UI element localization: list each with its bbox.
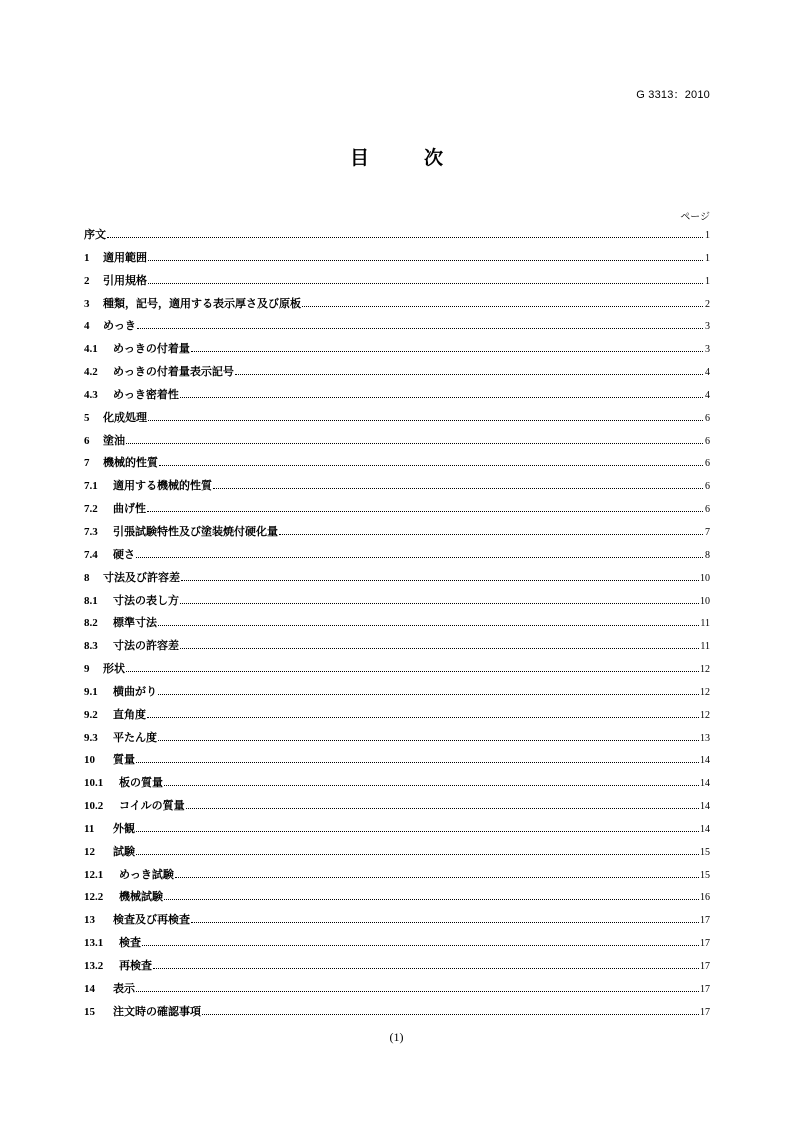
dot-leader [137, 327, 703, 329]
toc-entry-page: 6 [705, 458, 710, 470]
toc-entry [84, 683, 710, 706]
dot-leader [164, 898, 699, 900]
toc-entry-number: 9.3 [84, 731, 98, 744]
toc-entry-number: 8.3 [84, 640, 98, 653]
toc-entry-title: 直角度 [113, 707, 146, 721]
toc-entry-page: 14 [700, 778, 710, 790]
toc-entry-title: 序文 [84, 228, 106, 241]
dot-leader [302, 305, 703, 307]
toc-entry-number: 10.2 [84, 800, 104, 813]
toc-entry-number: 5 [84, 411, 90, 424]
dot-leader [126, 670, 699, 672]
toc-entry [84, 500, 710, 523]
page-title: 目 次 [349, 147, 461, 169]
toc-entry [84, 226, 710, 249]
toc-entry-title: 横曲がり [113, 684, 157, 698]
toc-entry-title: 注文時の確認事項 [113, 1004, 201, 1018]
toc-entry-number: 11 [84, 822, 95, 835]
toc-entry-number: 13 [84, 914, 95, 927]
toc-entry [84, 866, 710, 889]
toc-entry-title: 形状 [103, 662, 125, 676]
toc-entry-title: 標準寸法 [113, 616, 157, 630]
dot-leader [136, 761, 699, 763]
toc-entry-page: 4 [705, 389, 710, 401]
toc-entry-title: コイルの質量 [119, 799, 185, 813]
toc-entry-page: 12 [700, 664, 710, 676]
toc-entry-number: 8.2 [84, 617, 98, 630]
toc-entry-number: 7.1 [84, 480, 98, 493]
toc-entry-number: 4 [84, 320, 90, 333]
toc-entry-page: 4 [705, 367, 710, 379]
toc-entry-number: 10 [84, 754, 95, 767]
toc-entry [84, 1003, 710, 1026]
toc-entry [84, 637, 710, 660]
toc-entry-title: 板の質量 [119, 776, 163, 790]
toc-entry-page: 17 [700, 961, 710, 972]
toc-entry-title: 表示 [113, 981, 135, 995]
toc-entry [84, 980, 710, 1003]
toc-entry-title: めっきの付着量表示記号 [113, 365, 234, 379]
dot-leader [158, 624, 699, 626]
toc-entry-page: 6 [705, 481, 710, 493]
toc-entry-page: 12 [700, 709, 710, 721]
toc-entry-title: 適用範囲 [103, 250, 147, 264]
dot-leader [142, 944, 699, 946]
toc-entry [84, 249, 710, 272]
toc-entry-number: 13.1 [84, 937, 104, 950]
toc-entry-title: 硬さ [113, 547, 135, 561]
page-column-label: ページ [680, 212, 710, 223]
toc-entry [84, 934, 710, 957]
toc-entry-page: 3 [705, 321, 710, 333]
toc-entry-page: 6 [705, 412, 710, 424]
toc-entry-title: 検査及び再検査 [113, 913, 190, 927]
dot-leader [148, 259, 703, 261]
toc-entry [84, 272, 710, 295]
toc-entry-number: 13.2 [84, 960, 104, 972]
dot-leader [147, 716, 699, 718]
toc-entry-title: 平たん度 [113, 730, 157, 744]
toc-entry-page: 17 [700, 938, 710, 950]
toc-entry-page: 10 [700, 572, 710, 584]
toc-entry-page: 7 [705, 526, 710, 538]
toc-entry-title: 寸法の表し方 [113, 593, 179, 607]
toc-entry-page: 2 [705, 298, 710, 310]
dot-leader [164, 784, 699, 786]
toc-entry [84, 888, 710, 911]
toc-entry [84, 340, 710, 363]
page-number: (1) [389, 1030, 404, 1044]
toc-entry-title: 質量 [113, 753, 135, 767]
toc-entry [84, 295, 710, 318]
toc-entry-page: 6 [705, 504, 710, 516]
toc-entry-page: 6 [705, 435, 710, 447]
toc-entry-number: 10.1 [84, 777, 104, 790]
dot-leader [147, 510, 703, 512]
toc-entry-title: 引張試験特性及び塗装焼付硬化量 [113, 524, 278, 538]
toc-entry-page: 17 [700, 983, 710, 995]
toc-entry-page: 13 [700, 732, 710, 744]
toc-entry [84, 569, 710, 592]
dot-leader [235, 373, 703, 375]
toc-entry-number: 15 [84, 1005, 95, 1018]
toc-entry-page: 14 [700, 755, 710, 767]
dot-leader [213, 487, 703, 489]
toc-entry [84, 523, 710, 546]
toc-entry-number: 8.1 [84, 594, 98, 607]
toc-entry-title: めっきの付着量 [113, 342, 190, 356]
toc-entry [84, 363, 710, 386]
toc-entry [84, 820, 710, 843]
dot-leader [159, 464, 703, 466]
toc-entry-title: 種類，記号，適用する表示厚さ及び原板 [103, 296, 301, 310]
toc-entry-page: 11 [700, 618, 710, 630]
toc-entry-page: 17 [700, 915, 710, 927]
toc-entry [84, 317, 710, 340]
dot-leader [148, 282, 703, 284]
toc-entry-title: めっき [103, 319, 136, 333]
dot-leader [158, 693, 699, 695]
toc-entry-page: 15 [700, 846, 710, 858]
toc-entry-page: 3 [705, 344, 710, 356]
toc-entry [84, 546, 710, 569]
toc-entry-number: 12 [84, 845, 95, 858]
toc-entry [84, 454, 710, 477]
toc-entry-title: 曲げ性 [113, 502, 146, 516]
toc-entry-title: 再検査 [119, 959, 152, 972]
toc-entry-number: 7.3 [84, 525, 98, 538]
dot-leader [279, 533, 703, 535]
toc-entry-title: 機械的性質 [103, 456, 158, 470]
toc-entry-number: 7.2 [84, 503, 98, 516]
toc-entry [84, 774, 710, 797]
dot-leader [186, 807, 699, 809]
toc-entry-title: 寸法及び許容差 [103, 570, 180, 584]
toc-entry-number: 12.1 [84, 868, 104, 881]
toc-entry [84, 660, 710, 683]
toc-entry [84, 409, 710, 432]
toc-entry [84, 614, 710, 637]
toc-entry-page: 1 [705, 230, 710, 241]
toc-entry-number: 9.2 [84, 708, 98, 721]
toc-entry-number: 7.4 [84, 548, 98, 561]
toc-entry-title: 化成処理 [103, 410, 147, 424]
toc-entry [84, 706, 710, 729]
toc-entry-title: めっき密着性 [113, 387, 179, 401]
dot-leader [136, 990, 699, 992]
toc-entry [84, 957, 710, 980]
toc-entry-page: 17 [700, 1006, 710, 1018]
toc-entry-page: 16 [700, 892, 710, 904]
toc-entry-page: 11 [700, 641, 710, 653]
toc-entry-title: 引用規格 [103, 273, 147, 287]
toc-entry-number: 9 [84, 663, 90, 676]
toc-entry-title: めっき試験 [119, 867, 174, 881]
toc-entry-page: 10 [700, 595, 710, 607]
dot-leader [148, 419, 703, 421]
toc-entry [84, 751, 710, 774]
toc-entry-title: 塗油 [103, 433, 125, 447]
toc-entry-page: 1 [705, 252, 710, 264]
dot-leader [202, 1013, 699, 1015]
toc-entry-number: 4.3 [84, 388, 98, 401]
toc-entry-page: 12 [700, 686, 710, 698]
dot-leader [180, 396, 703, 398]
toc-entry [84, 432, 710, 455]
toc-entry-page: 15 [700, 869, 710, 881]
toc-entry-number: 4.1 [84, 343, 98, 356]
dot-leader [191, 350, 703, 352]
toc-entry [84, 797, 710, 820]
dot-leader [153, 967, 699, 969]
dot-leader [126, 442, 703, 444]
toc-entry [84, 911, 710, 934]
toc-entry-title: 機械試験 [119, 890, 163, 904]
toc-entry-title: 外観 [113, 821, 135, 835]
dot-leader [175, 876, 699, 878]
toc-entry [84, 843, 710, 866]
dot-leader [181, 579, 699, 581]
toc-entry-number: 6 [84, 434, 90, 447]
dot-leader [180, 647, 699, 649]
toc-entry [84, 386, 710, 409]
toc-entry-number: 14 [84, 982, 95, 995]
table-of-contents [84, 226, 710, 1026]
dot-leader [107, 236, 703, 238]
toc-entry-title: 試験 [113, 844, 135, 858]
toc-entry-number: 2 [84, 274, 90, 287]
dot-leader [136, 556, 703, 558]
dot-leader [136, 853, 699, 855]
toc-entry [84, 477, 710, 500]
dot-leader [180, 602, 699, 604]
toc-entry-title: 寸法の許容差 [113, 639, 179, 653]
dot-leader [136, 830, 699, 832]
dot-leader [158, 739, 699, 741]
toc-entry-title: 検査 [119, 936, 141, 950]
toc-entry-page: 8 [705, 549, 710, 561]
toc-entry-number: 12.2 [84, 891, 104, 904]
toc-entry-number: 8 [84, 571, 90, 584]
toc-entry-page: 1 [705, 275, 710, 287]
toc-entry-number: 4.2 [84, 366, 98, 379]
toc-entry-title: 適用する機械的性質 [113, 479, 212, 493]
toc-entry-number: 1 [84, 251, 90, 264]
toc-entry-page: 14 [700, 823, 710, 835]
toc-entry-number: 7 [84, 457, 90, 470]
toc-entry-page: 14 [700, 801, 710, 813]
toc-entry-number: 9.1 [84, 685, 98, 698]
toc-entry [84, 592, 710, 615]
dot-leader [191, 921, 699, 923]
document-code: G 3313：2010 [636, 89, 710, 101]
toc-entry [84, 729, 710, 752]
toc-entry-number: 3 [84, 297, 90, 310]
